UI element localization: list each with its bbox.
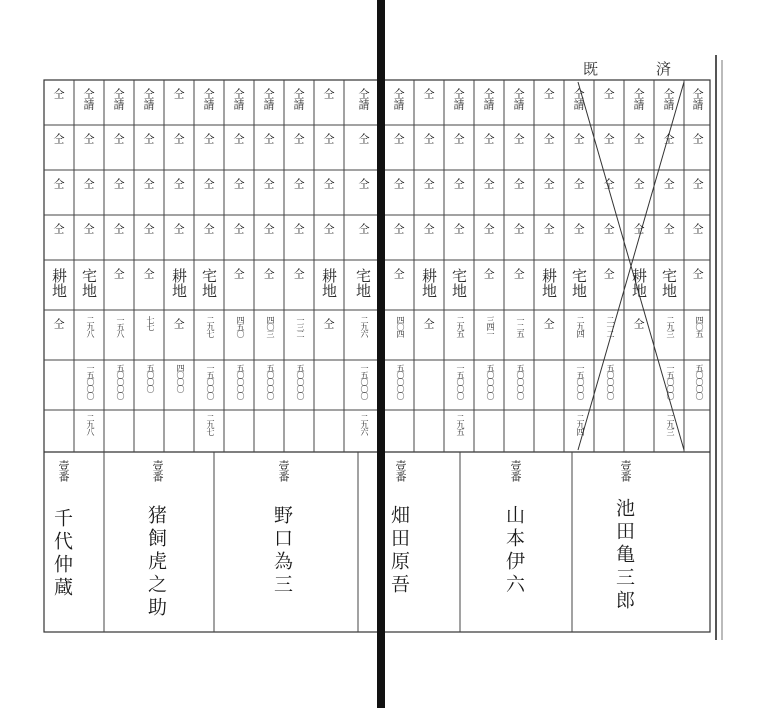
cell-r7: 四〇〇〇 — [176, 364, 185, 392]
cell-r3: 仝 — [172, 178, 185, 189]
cell-r7: 五〇〇〇〇 — [116, 364, 125, 399]
cell-r3: 仝 — [52, 178, 65, 189]
cell-r7: 一五〇〇〇 — [360, 364, 369, 399]
cell-r8: 二九七 — [206, 414, 215, 435]
cell-r1: 仝請 — [357, 88, 370, 110]
cell-r1: 仝請 — [662, 88, 675, 110]
owner-name: 畑田原吾 — [388, 505, 410, 597]
cell-r6: 一五八 — [116, 316, 125, 337]
cell-r6: 二九七 — [206, 316, 215, 337]
cell-r7: 五〇〇〇〇 — [236, 364, 245, 399]
cell-r4: 仝 — [262, 223, 275, 234]
cell-r6: 二九四 — [576, 316, 585, 337]
cell-r1: 仝請 — [142, 88, 155, 110]
cell-r6: 仝 — [322, 318, 335, 329]
cell-r5: 仝 — [482, 268, 495, 279]
cell-r7: 一五〇〇〇 — [666, 364, 675, 399]
cell-r7: 五〇〇〇〇 — [396, 364, 405, 399]
cell-r2: 仝 — [112, 133, 125, 144]
owner-name: 山本伊六 — [503, 505, 525, 597]
cell-r8: 二九六 — [360, 414, 369, 435]
cell-r4: 仝 — [82, 223, 95, 234]
cell-r5: 仝 — [262, 268, 275, 279]
cell-r5: 仝 — [112, 268, 125, 279]
cell-r1: 仝請 — [232, 88, 245, 110]
cell-r4: 仝 — [632, 223, 645, 234]
owner-prefix: 壹番 — [277, 460, 290, 482]
cell-r2: 仝 — [262, 133, 275, 144]
cell-r5: 仝 — [691, 268, 704, 279]
cell-r1: 仝請 — [202, 88, 215, 110]
cell-r2: 仝 — [691, 133, 704, 144]
cell-r1: 仝 — [602, 88, 615, 99]
cell-r2: 仝 — [232, 133, 245, 144]
owner-name: 猪飼虎之助 — [145, 505, 167, 620]
cell-r4: 仝 — [602, 223, 615, 234]
cell-r5: 仝 — [232, 268, 245, 279]
cell-r6: 四〇三 — [266, 316, 275, 337]
cell-r4: 仝 — [232, 223, 245, 234]
cell-r2: 仝 — [357, 133, 370, 144]
cell-r8: 二九四 — [576, 414, 585, 435]
cell-r7: 五〇〇〇〇 — [296, 364, 305, 399]
cell-r1: 仝 — [542, 88, 555, 99]
cell-r5: 仝 — [392, 268, 405, 279]
cell-r2: 仝 — [452, 133, 465, 144]
cell-r1: 仝 — [172, 88, 185, 99]
cell-r6: 仝 — [422, 318, 435, 329]
cell-r2: 仝 — [292, 133, 305, 144]
cell-r6: 二一二 — [606, 316, 615, 337]
cell-r5: 宅地 — [80, 268, 98, 298]
cell-r2: 仝 — [52, 133, 65, 144]
cell-r5: 耕地 — [420, 268, 438, 298]
owner-prefix: 壹番 — [619, 460, 632, 482]
book-binding — [377, 0, 385, 708]
cell-r4: 仝 — [357, 223, 370, 234]
cell-r3: 仝 — [691, 178, 704, 189]
owner-prefix: 壹番 — [394, 460, 407, 482]
cell-r4: 仝 — [52, 223, 65, 234]
cell-r1: 仝 — [322, 88, 335, 99]
cell-r1: 仝請 — [691, 88, 704, 110]
cell-r6: 仝 — [52, 318, 65, 329]
cell-r3: 仝 — [202, 178, 215, 189]
cell-r3: 仝 — [632, 178, 645, 189]
cell-r5: 仝 — [602, 268, 615, 279]
cell-r6: 四〇五 — [695, 316, 704, 337]
owner-name: 千代仲蔵 — [51, 508, 73, 600]
cell-r7: 一五〇〇〇 — [206, 364, 215, 399]
cell-r7: 五〇〇〇〇 — [606, 364, 615, 399]
cell-r6: 三四一 — [486, 316, 495, 337]
cell-r2: 仝 — [512, 133, 525, 144]
cell-r8: 二九八 — [86, 414, 95, 435]
cell-r2: 仝 — [632, 133, 645, 144]
cell-r1: 仝請 — [572, 88, 585, 110]
cell-r3: 仝 — [422, 178, 435, 189]
cell-r5: 宅地 — [200, 268, 218, 298]
cell-r1: 仝請 — [632, 88, 645, 110]
cell-r6: 仝 — [632, 318, 645, 329]
owner-name: 池田亀三郎 — [613, 498, 635, 613]
cell-r4: 仝 — [542, 223, 555, 234]
cell-r2: 仝 — [572, 133, 585, 144]
cell-r6: 二九八 — [86, 316, 95, 337]
cell-r1: 仝 — [422, 88, 435, 99]
cell-r2: 仝 — [602, 133, 615, 144]
cell-r4: 仝 — [202, 223, 215, 234]
cell-r3: 仝 — [602, 178, 615, 189]
cell-r4: 仝 — [662, 223, 675, 234]
cell-r3: 仝 — [662, 178, 675, 189]
cell-r7: 一五〇〇〇 — [576, 364, 585, 399]
cell-r2: 仝 — [322, 133, 335, 144]
cell-r4: 仝 — [392, 223, 405, 234]
cell-r7: 五〇〇〇〇 — [695, 364, 704, 399]
cell-r5: 宅地 — [450, 268, 468, 298]
cell-r1: 仝請 — [262, 88, 275, 110]
cell-r2: 仝 — [542, 133, 555, 144]
cell-r1: 仝請 — [392, 88, 405, 110]
cell-r6: 四〇四 — [396, 316, 405, 337]
header-mark-left: 既 — [583, 60, 599, 78]
owner-name: 野口為三 — [271, 505, 293, 597]
cell-r6: 一二五 — [516, 316, 525, 337]
cell-r7: 一五〇〇〇 — [456, 364, 465, 399]
cell-r5: 耕地 — [170, 268, 188, 298]
cell-r3: 仝 — [112, 178, 125, 189]
cell-r2: 仝 — [482, 133, 495, 144]
cell-r1: 仝請 — [452, 88, 465, 110]
cell-r3: 仝 — [392, 178, 405, 189]
cell-r2: 仝 — [392, 133, 405, 144]
cell-r5: 仝 — [512, 268, 525, 279]
cell-r2: 仝 — [662, 133, 675, 144]
cell-r6: 二九五 — [456, 316, 465, 337]
header-mark-right: 済 — [656, 60, 672, 78]
cell-r3: 仝 — [232, 178, 245, 189]
cell-r1: 仝請 — [482, 88, 495, 110]
cell-r5: 耕地 — [630, 268, 648, 298]
cell-r1: 仝請 — [512, 88, 525, 110]
cell-r8: 二九五 — [456, 414, 465, 435]
cell-r3: 仝 — [452, 178, 465, 189]
cell-r1: 仝請 — [82, 88, 95, 110]
cell-r4: 仝 — [322, 223, 335, 234]
cell-r6: 仝 — [172, 318, 185, 329]
cell-r1: 仝 — [52, 88, 65, 99]
cell-r6: 二九三 — [666, 316, 675, 337]
cell-r4: 仝 — [452, 223, 465, 234]
cell-r5: 宅地 — [570, 268, 588, 298]
cell-r5: 宅地 — [354, 268, 372, 298]
cell-r3: 仝 — [512, 178, 525, 189]
cell-r6: 仝 — [542, 318, 555, 329]
cell-r1: 仝請 — [292, 88, 305, 110]
cell-r7: 五〇〇〇 — [146, 364, 155, 392]
cell-r3: 仝 — [542, 178, 555, 189]
cell-r5: 耕地 — [320, 268, 338, 298]
cell-r5: 宅地 — [660, 268, 678, 298]
cell-r5: 耕地 — [540, 268, 558, 298]
cell-r3: 仝 — [482, 178, 495, 189]
cell-r5: 仝 — [142, 268, 155, 279]
owner-prefix: 壹番 — [57, 460, 70, 482]
cell-r3: 仝 — [322, 178, 335, 189]
cell-r4: 仝 — [172, 223, 185, 234]
cell-r2: 仝 — [422, 133, 435, 144]
cell-r8: 二九三 — [666, 414, 675, 435]
owner-prefix: 壹番 — [151, 460, 164, 482]
cell-r2: 仝 — [142, 133, 155, 144]
cell-r2: 仝 — [202, 133, 215, 144]
cell-r4: 仝 — [422, 223, 435, 234]
cell-r3: 仝 — [572, 178, 585, 189]
cell-r4: 仝 — [142, 223, 155, 234]
cell-r6: 二九六 — [360, 316, 369, 337]
cell-r2: 仝 — [82, 133, 95, 144]
cell-r7: 五〇〇〇〇 — [266, 364, 275, 399]
cell-r1: 仝請 — [112, 88, 125, 110]
cell-r4: 仝 — [512, 223, 525, 234]
cell-r3: 仝 — [357, 178, 370, 189]
cell-r3: 仝 — [142, 178, 155, 189]
cell-r3: 仝 — [292, 178, 305, 189]
cell-r4: 仝 — [482, 223, 495, 234]
cell-r3: 仝 — [82, 178, 95, 189]
cell-r4: 仝 — [572, 223, 585, 234]
cell-r3: 仝 — [262, 178, 275, 189]
cell-r5: 仝 — [292, 268, 305, 279]
cell-r6: 四五〇 — [236, 316, 245, 337]
cell-r4: 仝 — [112, 223, 125, 234]
cell-r7: 五〇〇〇〇 — [516, 364, 525, 399]
cell-r5: 耕地 — [50, 268, 68, 298]
cell-r6: 一三二 — [296, 316, 305, 337]
cell-r4: 仝 — [691, 223, 704, 234]
cell-r6: 七七 — [146, 316, 155, 330]
cell-r4: 仝 — [292, 223, 305, 234]
cell-r7: 一五〇〇〇 — [86, 364, 95, 399]
cell-r2: 仝 — [172, 133, 185, 144]
owner-prefix: 壹番 — [509, 460, 522, 482]
cell-r7: 五〇〇〇〇 — [486, 364, 495, 399]
